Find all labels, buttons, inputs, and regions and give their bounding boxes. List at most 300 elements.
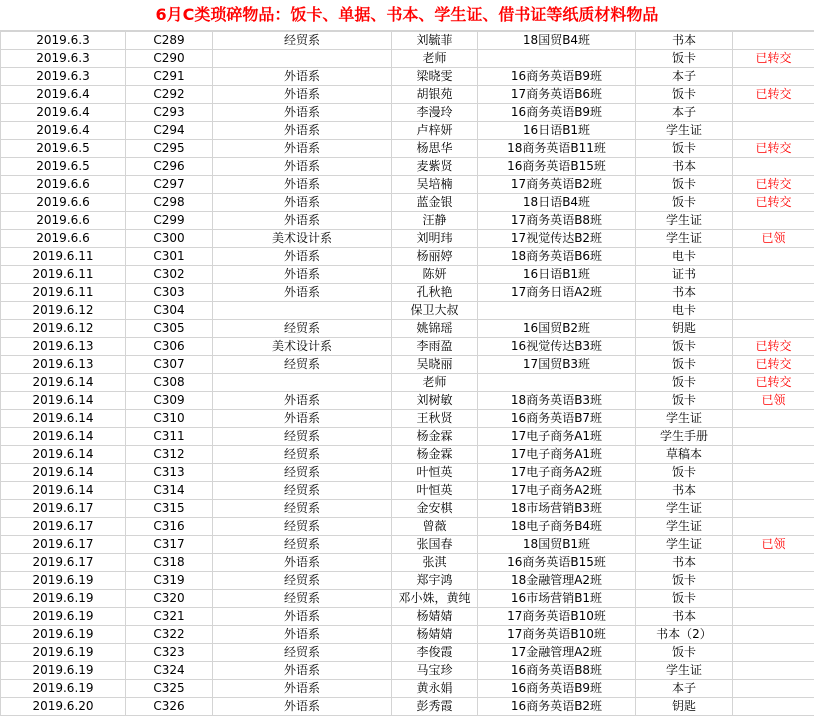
name-cell[interactable]: 吴晓丽 <box>392 356 478 374</box>
item-cell[interactable]: 本子 <box>636 68 733 86</box>
date-cell[interactable]: 2019.6.4 <box>1 104 126 122</box>
table-row <box>1 50 814 68</box>
code-cell[interactable]: C301 <box>126 248 213 266</box>
table-row <box>1 626 814 644</box>
table-row <box>1 428 814 446</box>
item-cell[interactable]: 学生证 <box>636 536 733 554</box>
table-row <box>1 464 814 482</box>
class-cell[interactable]: 16商务英语B2班 <box>478 698 636 716</box>
department-cell[interactable]: 外语系 <box>213 86 392 104</box>
name-cell[interactable]: 黄永娟 <box>392 680 478 698</box>
code-cell[interactable]: C326 <box>126 698 213 716</box>
table-row <box>1 518 814 536</box>
date-cell[interactable]: 2019.6.6 <box>1 176 126 194</box>
name-cell[interactable]: 蓝金银 <box>392 194 478 212</box>
item-cell[interactable]: 学生证 <box>636 230 733 248</box>
class-cell[interactable]: 17商务英语B2班 <box>478 176 636 194</box>
status-cell[interactable] <box>733 482 814 500</box>
class-cell[interactable] <box>478 374 636 392</box>
status-cell[interactable] <box>733 500 814 518</box>
date-cell[interactable]: 2019.6.19 <box>1 626 126 644</box>
date-cell[interactable]: 2019.6.17 <box>1 536 126 554</box>
name-cell[interactable]: 梁晓雯 <box>392 68 478 86</box>
name-cell[interactable]: 王秋贤 <box>392 410 478 428</box>
date-cell[interactable]: 2019.6.19 <box>1 662 126 680</box>
item-cell[interactable]: 饭卡 <box>636 176 733 194</box>
name-cell[interactable]: 杨金霖 <box>392 428 478 446</box>
table-row <box>1 248 814 266</box>
code-cell[interactable]: C299 <box>126 212 213 230</box>
table-row <box>1 446 814 464</box>
table-row <box>1 536 814 554</box>
table-row <box>1 374 814 392</box>
status-cell[interactable] <box>733 122 814 140</box>
department-cell[interactable]: 经贸系 <box>213 320 392 338</box>
status-cell[interactable] <box>733 284 814 302</box>
class-cell[interactable]: 16商务英语B8班 <box>478 662 636 680</box>
department-cell[interactable]: 经贸系 <box>213 590 392 608</box>
date-cell[interactable]: 2019.6.14 <box>1 482 126 500</box>
class-cell[interactable]: 16商务英语B15班 <box>478 158 636 176</box>
code-cell[interactable]: C290 <box>126 50 213 68</box>
code-cell[interactable]: C314 <box>126 482 213 500</box>
date-cell[interactable]: 2019.6.14 <box>1 464 126 482</box>
table-row <box>1 500 814 518</box>
date-cell[interactable]: 2019.6.20 <box>1 698 126 716</box>
name-cell[interactable]: 保卫大叔 <box>392 302 478 320</box>
name-cell[interactable]: 杨思华 <box>392 140 478 158</box>
item-cell[interactable]: 书本 <box>636 608 733 626</box>
code-cell[interactable]: C310 <box>126 410 213 428</box>
code-cell[interactable]: C297 <box>126 176 213 194</box>
code-cell[interactable]: C293 <box>126 104 213 122</box>
department-cell[interactable]: 经贸系 <box>213 32 392 50</box>
name-cell[interactable]: 卢梓妍 <box>392 122 478 140</box>
department-cell[interactable]: 外语系 <box>213 248 392 266</box>
code-cell[interactable]: C304 <box>126 302 213 320</box>
department-cell[interactable]: 外语系 <box>213 626 392 644</box>
status-cell[interactable] <box>733 608 814 626</box>
department-cell[interactable]: 外语系 <box>213 392 392 410</box>
status-cell[interactable] <box>733 104 814 122</box>
status-cell[interactable] <box>733 302 814 320</box>
item-cell[interactable]: 草稿本 <box>636 446 733 464</box>
table-row <box>1 590 814 608</box>
code-cell[interactable]: C308 <box>126 374 213 392</box>
name-cell[interactable]: 陈妍 <box>392 266 478 284</box>
date-cell[interactable]: 2019.6.19 <box>1 572 126 590</box>
date-cell[interactable]: 2019.6.14 <box>1 374 126 392</box>
code-cell[interactable]: C305 <box>126 320 213 338</box>
code-cell[interactable]: C289 <box>126 32 213 50</box>
table-row <box>1 86 814 104</box>
department-cell[interactable]: 外语系 <box>213 608 392 626</box>
status-cell[interactable] <box>733 248 814 266</box>
name-cell[interactable]: 姚锦瑶 <box>392 320 478 338</box>
name-cell[interactable]: 曾薇 <box>392 518 478 536</box>
item-cell[interactable]: 学生证 <box>636 410 733 428</box>
class-cell[interactable]: 16商务英语B15班 <box>478 554 636 572</box>
name-cell[interactable]: 李俊霞 <box>392 644 478 662</box>
code-cell[interactable]: C315 <box>126 500 213 518</box>
item-cell[interactable]: 书本 <box>636 284 733 302</box>
status-cell[interactable] <box>733 266 814 284</box>
status-cell[interactable] <box>733 320 814 338</box>
table-row <box>1 410 814 428</box>
code-cell[interactable]: C321 <box>126 608 213 626</box>
class-cell[interactable]: 17商务英语B10班 <box>478 626 636 644</box>
name-cell[interactable]: 麦紫贤 <box>392 158 478 176</box>
department-cell[interactable]: 外语系 <box>213 104 392 122</box>
item-cell[interactable]: 饭卡 <box>636 572 733 590</box>
table-row <box>1 230 814 248</box>
class-cell[interactable]: 17国贸B3班 <box>478 356 636 374</box>
department-cell[interactable]: 外语系 <box>213 410 392 428</box>
class-cell[interactable]: 18金融管理A2班 <box>478 572 636 590</box>
name-cell[interactable]: 杨金霖 <box>392 446 478 464</box>
name-cell[interactable]: 张淇 <box>392 554 478 572</box>
status-cell[interactable] <box>733 68 814 86</box>
class-cell[interactable]: 17商务日语A2班 <box>478 284 636 302</box>
status-cell[interactable]: 已转交 <box>733 86 814 104</box>
table-row <box>1 158 814 176</box>
status-cell[interactable]: 已转交 <box>733 374 814 392</box>
code-cell[interactable]: C294 <box>126 122 213 140</box>
class-cell[interactable]: 17商务英语B6班 <box>478 86 636 104</box>
date-cell[interactable]: 2019.6.19 <box>1 590 126 608</box>
status-cell[interactable] <box>733 428 814 446</box>
date-cell[interactable]: 2019.6.11 <box>1 248 126 266</box>
table-row <box>1 698 814 716</box>
name-cell[interactable]: 吴培楠 <box>392 176 478 194</box>
name-cell[interactable]: 刘毓菲 <box>392 32 478 50</box>
status-cell[interactable] <box>733 680 814 698</box>
code-cell[interactable]: C300 <box>126 230 213 248</box>
department-cell[interactable]: 经贸系 <box>213 500 392 518</box>
item-cell[interactable]: 钥匙 <box>636 320 733 338</box>
table-row <box>1 194 814 212</box>
name-cell[interactable]: 刘树敏 <box>392 392 478 410</box>
sheet-title: 6月C类琐碎物品：饭卡、单据、书本、学生证、借书证等纸质材料物品 <box>0 0 814 31</box>
item-cell[interactable]: 钥匙 <box>636 698 733 716</box>
department-cell[interactable]: 美术设计系 <box>213 338 392 356</box>
department-cell[interactable] <box>213 374 392 392</box>
status-cell[interactable] <box>733 32 814 50</box>
item-cell[interactable]: 饭卡 <box>636 140 733 158</box>
item-cell[interactable]: 学生手册 <box>636 428 733 446</box>
class-cell[interactable] <box>478 50 636 68</box>
department-cell[interactable]: 外语系 <box>213 266 392 284</box>
class-cell[interactable]: 17视觉传达B2班 <box>478 230 636 248</box>
class-cell[interactable]: 17电子商务A2班 <box>478 482 636 500</box>
status-cell[interactable]: 已转交 <box>733 338 814 356</box>
item-cell[interactable]: 学生证 <box>636 662 733 680</box>
class-cell[interactable]: 18电子商务B4班 <box>478 518 636 536</box>
date-cell[interactable]: 2019.6.12 <box>1 320 126 338</box>
department-cell[interactable] <box>213 50 392 68</box>
item-cell[interactable]: 学生证 <box>636 500 733 518</box>
code-cell[interactable]: C298 <box>126 194 213 212</box>
table-row <box>1 482 814 500</box>
status-cell[interactable] <box>733 464 814 482</box>
date-cell[interactable]: 2019.6.4 <box>1 122 126 140</box>
class-cell[interactable]: 16视觉传达B3班 <box>478 338 636 356</box>
class-cell[interactable]: 17商务英语B8班 <box>478 212 636 230</box>
department-cell[interactable]: 经贸系 <box>213 464 392 482</box>
department-cell[interactable]: 外语系 <box>213 662 392 680</box>
table-row <box>1 644 814 662</box>
department-cell[interactable]: 外语系 <box>213 284 392 302</box>
item-cell[interactable]: 饭卡 <box>636 392 733 410</box>
status-cell[interactable] <box>733 212 814 230</box>
table-row <box>1 266 814 284</box>
department-cell[interactable]: 经贸系 <box>213 518 392 536</box>
date-cell[interactable]: 2019.6.14 <box>1 446 126 464</box>
item-cell[interactable]: 饭卡 <box>636 464 733 482</box>
name-cell[interactable]: 郑宇鸿 <box>392 572 478 590</box>
item-cell[interactable]: 电卡 <box>636 302 733 320</box>
department-cell[interactable]: 外语系 <box>213 680 392 698</box>
status-cell[interactable] <box>733 698 814 716</box>
item-cell[interactable]: 电卡 <box>636 248 733 266</box>
code-cell[interactable]: C295 <box>126 140 213 158</box>
status-cell[interactable] <box>733 554 814 572</box>
department-cell[interactable]: 外语系 <box>213 176 392 194</box>
code-cell[interactable]: C322 <box>126 626 213 644</box>
table-row <box>1 284 814 302</box>
class-cell[interactable]: 17电子商务A1班 <box>478 428 636 446</box>
code-cell[interactable]: C323 <box>126 644 213 662</box>
class-cell[interactable]: 16国贸B2班 <box>478 320 636 338</box>
code-cell[interactable]: C313 <box>126 464 213 482</box>
class-cell[interactable]: 18市场营销B3班 <box>478 500 636 518</box>
table-row <box>1 32 814 50</box>
date-cell[interactable]: 2019.6.6 <box>1 230 126 248</box>
date-cell[interactable]: 2019.6.14 <box>1 410 126 428</box>
status-cell[interactable] <box>733 626 814 644</box>
item-cell[interactable]: 饭卡 <box>636 86 733 104</box>
date-cell[interactable]: 2019.6.5 <box>1 140 126 158</box>
item-cell[interactable]: 饭卡 <box>636 374 733 392</box>
class-cell[interactable]: 18商务英语B3班 <box>478 392 636 410</box>
table-row <box>1 140 814 158</box>
name-cell[interactable]: 老师 <box>392 374 478 392</box>
department-cell[interactable]: 经贸系 <box>213 428 392 446</box>
item-cell[interactable]: 证书 <box>636 266 733 284</box>
class-cell[interactable]: 16商务英语B9班 <box>478 680 636 698</box>
code-cell[interactable]: C316 <box>126 518 213 536</box>
class-cell[interactable] <box>478 302 636 320</box>
department-cell[interactable]: 经贸系 <box>213 446 392 464</box>
class-cell[interactable]: 17电子商务A1班 <box>478 446 636 464</box>
date-cell[interactable]: 2019.6.19 <box>1 644 126 662</box>
date-cell[interactable]: 2019.6.13 <box>1 338 126 356</box>
class-cell[interactable]: 17商务英语B10班 <box>478 608 636 626</box>
item-cell[interactable]: 饭卡 <box>636 338 733 356</box>
department-cell[interactable]: 外语系 <box>213 554 392 572</box>
date-cell[interactable]: 2019.6.14 <box>1 428 126 446</box>
item-cell[interactable]: 书本 <box>636 32 733 50</box>
class-cell[interactable]: 16商务英语B7班 <box>478 410 636 428</box>
date-cell[interactable]: 2019.6.3 <box>1 68 126 86</box>
code-cell[interactable]: C302 <box>126 266 213 284</box>
date-cell[interactable]: 2019.6.13 <box>1 356 126 374</box>
date-cell[interactable]: 2019.6.11 <box>1 284 126 302</box>
table-row <box>1 302 814 320</box>
item-cell[interactable]: 饭卡 <box>636 590 733 608</box>
item-cell[interactable]: 书本（2） <box>636 626 733 644</box>
item-cell[interactable]: 学生证 <box>636 212 733 230</box>
status-cell[interactable]: 已转交 <box>733 50 814 68</box>
status-cell[interactable]: 已领 <box>733 536 814 554</box>
name-cell[interactable]: 金安棋 <box>392 500 478 518</box>
name-cell[interactable]: 张国春 <box>392 536 478 554</box>
date-cell[interactable]: 2019.6.5 <box>1 158 126 176</box>
name-cell[interactable]: 彭秀霞 <box>392 698 478 716</box>
table-row <box>1 662 814 680</box>
class-cell[interactable]: 17金融管理A2班 <box>478 644 636 662</box>
class-cell[interactable]: 16商务英语B9班 <box>478 68 636 86</box>
item-cell[interactable]: 饭卡 <box>636 644 733 662</box>
status-cell[interactable] <box>733 590 814 608</box>
name-cell[interactable]: 邓小姝，黄纯 <box>392 590 478 608</box>
name-cell[interactable]: 杨婧婧 <box>392 608 478 626</box>
status-cell[interactable]: 已转交 <box>733 176 814 194</box>
class-cell[interactable]: 18商务英语B11班 <box>478 140 636 158</box>
table-row <box>1 572 814 590</box>
item-cell[interactable]: 本子 <box>636 104 733 122</box>
class-cell[interactable]: 17电子商务A2班 <box>478 464 636 482</box>
class-cell[interactable]: 16商务英语B9班 <box>478 104 636 122</box>
class-cell[interactable]: 18国贸B1班 <box>478 536 636 554</box>
department-cell[interactable]: 外语系 <box>213 158 392 176</box>
table-row <box>1 338 814 356</box>
status-cell[interactable] <box>733 158 814 176</box>
code-cell[interactable]: C311 <box>126 428 213 446</box>
code-cell[interactable]: C306 <box>126 338 213 356</box>
name-cell[interactable]: 李雨盈 <box>392 338 478 356</box>
class-cell[interactable]: 18国贸B4班 <box>478 32 636 50</box>
item-cell[interactable]: 饭卡 <box>636 50 733 68</box>
name-cell[interactable]: 老师 <box>392 50 478 68</box>
code-cell[interactable]: C318 <box>126 554 213 572</box>
status-cell[interactable]: 已转交 <box>733 140 814 158</box>
item-cell[interactable]: 饭卡 <box>636 194 733 212</box>
item-cell[interactable]: 书本 <box>636 482 733 500</box>
department-cell[interactable] <box>213 302 392 320</box>
date-cell[interactable]: 2019.6.4 <box>1 86 126 104</box>
class-cell[interactable]: 18日语B4班 <box>478 194 636 212</box>
item-cell[interactable]: 书本 <box>636 554 733 572</box>
name-cell[interactable]: 叶恒英 <box>392 464 478 482</box>
date-cell[interactable]: 2019.6.17 <box>1 500 126 518</box>
code-cell[interactable]: C291 <box>126 68 213 86</box>
department-cell[interactable]: 外语系 <box>213 194 392 212</box>
code-cell[interactable]: C296 <box>126 158 213 176</box>
class-cell[interactable]: 16日语B1班 <box>478 122 636 140</box>
code-cell[interactable]: C292 <box>126 86 213 104</box>
department-cell[interactable]: 外语系 <box>213 140 392 158</box>
status-cell[interactable]: 已转交 <box>733 194 814 212</box>
name-cell[interactable]: 杨婧婧 <box>392 626 478 644</box>
code-cell[interactable]: C312 <box>126 446 213 464</box>
date-cell[interactable]: 2019.6.6 <box>1 212 126 230</box>
department-cell[interactable]: 经贸系 <box>213 356 392 374</box>
class-cell[interactable]: 16市场营销B1班 <box>478 590 636 608</box>
table-row <box>1 320 814 338</box>
item-cell[interactable]: 学生证 <box>636 122 733 140</box>
item-cell[interactable]: 饭卡 <box>636 356 733 374</box>
name-cell[interactable]: 汪静 <box>392 212 478 230</box>
department-cell[interactable]: 经贸系 <box>213 644 392 662</box>
code-cell[interactable]: C309 <box>126 392 213 410</box>
date-cell[interactable]: 2019.6.17 <box>1 518 126 536</box>
status-cell[interactable]: 已领 <box>733 230 814 248</box>
code-cell[interactable]: C317 <box>126 536 213 554</box>
department-cell[interactable]: 经贸系 <box>213 482 392 500</box>
table-row <box>1 356 814 374</box>
department-cell[interactable]: 外语系 <box>213 212 392 230</box>
date-cell[interactable]: 2019.6.14 <box>1 392 126 410</box>
status-cell[interactable] <box>733 446 814 464</box>
name-cell[interactable]: 李漫玲 <box>392 104 478 122</box>
date-cell[interactable]: 2019.6.17 <box>1 554 126 572</box>
department-cell[interactable]: 外语系 <box>213 68 392 86</box>
date-cell[interactable]: 2019.6.3 <box>1 32 126 50</box>
status-cell[interactable] <box>733 410 814 428</box>
department-cell[interactable]: 外语系 <box>213 122 392 140</box>
name-cell[interactable]: 杨丽婷 <box>392 248 478 266</box>
status-cell[interactable] <box>733 644 814 662</box>
table-row <box>1 392 814 410</box>
date-cell[interactable]: 2019.6.19 <box>1 608 126 626</box>
status-cell[interactable] <box>733 518 814 536</box>
class-cell[interactable]: 16日语B1班 <box>478 266 636 284</box>
table-row <box>1 104 814 122</box>
code-cell[interactable]: C320 <box>126 590 213 608</box>
department-cell[interactable]: 外语系 <box>213 698 392 716</box>
date-cell[interactable]: 2019.6.12 <box>1 302 126 320</box>
code-cell[interactable]: C307 <box>126 356 213 374</box>
item-cell[interactable]: 本子 <box>636 680 733 698</box>
table-row <box>1 212 814 230</box>
name-cell[interactable]: 刘明玮 <box>392 230 478 248</box>
code-cell[interactable]: C324 <box>126 662 213 680</box>
name-cell[interactable]: 孔秋艳 <box>392 284 478 302</box>
name-cell[interactable]: 马宝珍 <box>392 662 478 680</box>
name-cell[interactable]: 叶恒英 <box>392 482 478 500</box>
date-cell[interactable]: 2019.6.3 <box>1 50 126 68</box>
status-cell[interactable]: 已领 <box>733 392 814 410</box>
date-cell[interactable]: 2019.6.6 <box>1 194 126 212</box>
department-cell[interactable]: 美术设计系 <box>213 230 392 248</box>
department-cell[interactable]: 经贸系 <box>213 536 392 554</box>
table-row <box>1 68 814 86</box>
code-cell[interactable]: C325 <box>126 680 213 698</box>
date-cell[interactable]: 2019.6.19 <box>1 680 126 698</box>
class-cell[interactable]: 18商务英语B6班 <box>478 248 636 266</box>
department-cell[interactable]: 经贸系 <box>213 572 392 590</box>
status-cell[interactable]: 已转交 <box>733 356 814 374</box>
status-cell[interactable] <box>733 662 814 680</box>
code-cell[interactable]: C303 <box>126 284 213 302</box>
item-cell[interactable]: 书本 <box>636 158 733 176</box>
name-cell[interactable]: 胡银苑 <box>392 86 478 104</box>
item-cell[interactable]: 学生证 <box>636 518 733 536</box>
status-cell[interactable] <box>733 572 814 590</box>
code-cell[interactable]: C319 <box>126 572 213 590</box>
date-cell[interactable]: 2019.6.11 <box>1 266 126 284</box>
